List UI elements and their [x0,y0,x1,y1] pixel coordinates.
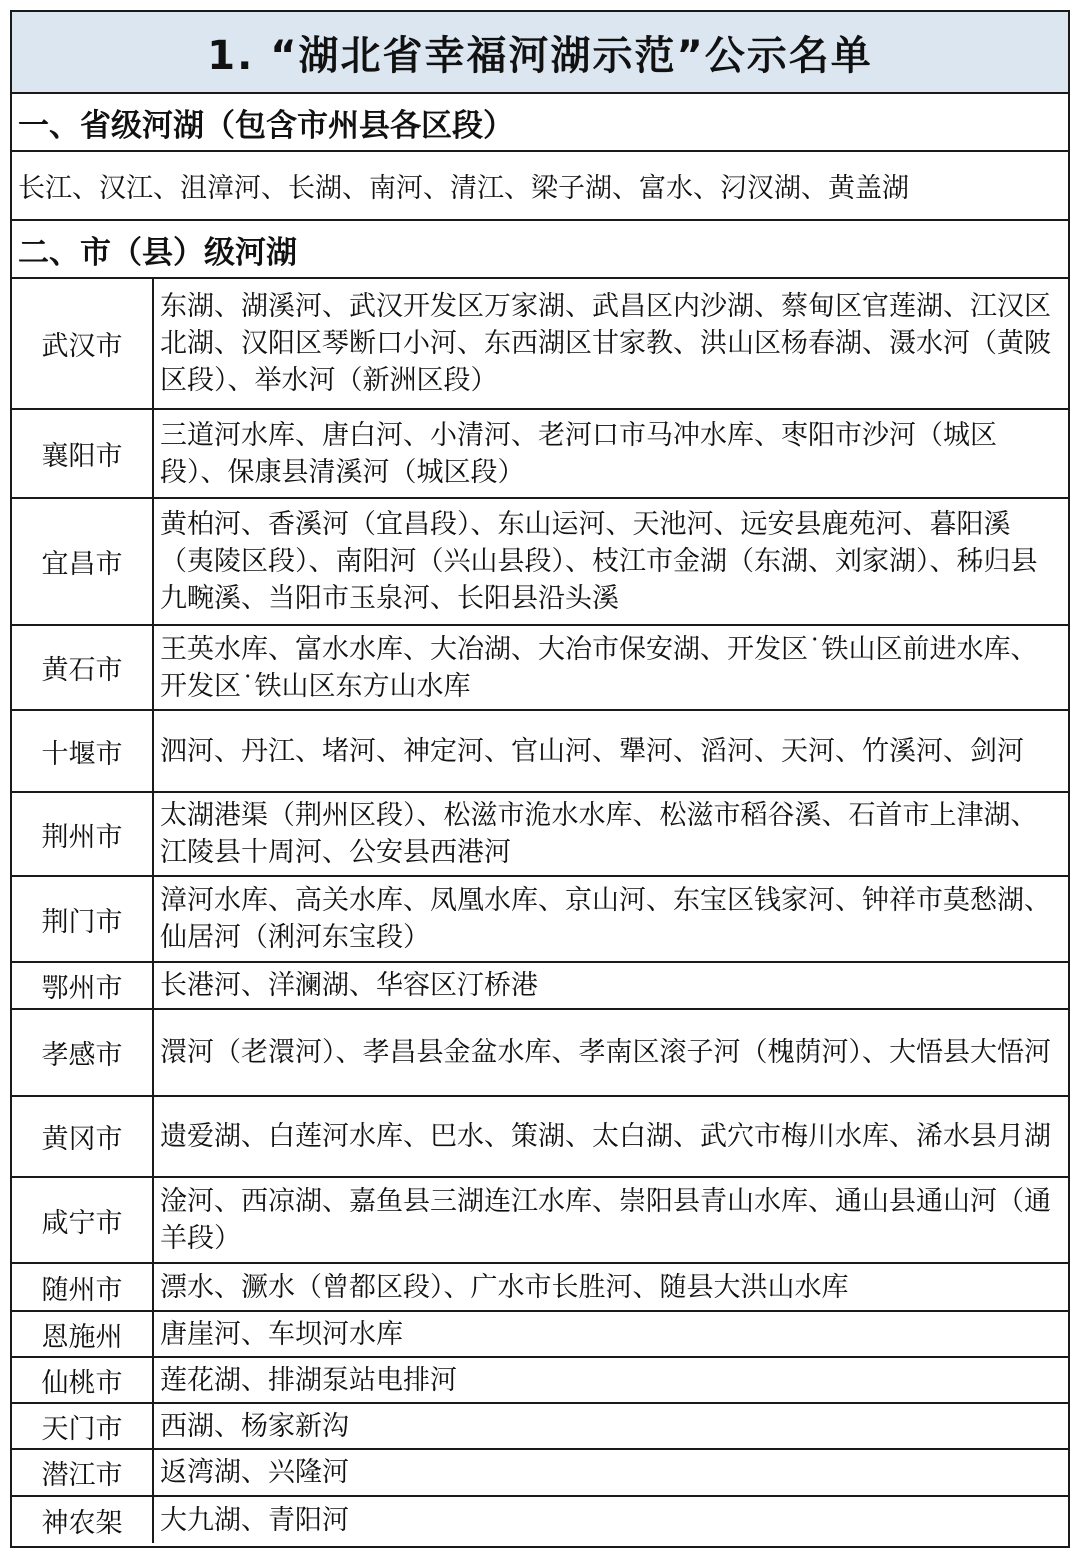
table-row [12,1497,1068,1543]
page-title: 1. “湖北省幸福河湖示范”公示名单 [12,12,1068,94]
city-name: 神农架 [12,1497,154,1543]
city-name: 咸宁市 [12,1178,154,1262]
city-name: 十堰市 [12,711,154,791]
provincial-rivers-list: 长江、汉江、沮漳河、长湖、南河、清江、梁子湖、富水、汈汊湖、黄盖湖 [12,152,1068,221]
city-name: 荆门市 [12,877,154,961]
table-row [12,1178,1068,1264]
table-row [12,1264,1068,1312]
city-name: 武汉市 [12,279,154,408]
city-rivers: 三道河水库、唐白河、小清河、老河口市马冲水库、枣阳市沙河（城区段）、保康县清溪河（城区段） [160,419,997,488]
city-name: 天门市 [12,1404,154,1448]
city-name: 鄂州市 [12,963,154,1008]
table-row [12,626,1068,711]
publicity-list-table [10,10,1070,1548]
city-rivers: 大九湖、青阳河 [160,1504,349,1536]
city-rivers: 长港河、洋澜湖、华容区汀桥港 [160,970,538,1001]
city-name: 宜昌市 [12,499,154,624]
city-name: 荆州市 [12,793,154,875]
table-row [12,1404,1068,1450]
table-row [12,711,1068,793]
table-row [12,279,1068,410]
city-rivers: 黄柏河、香溪河（宜昌段）、东山运河、天池河、远安县鹿苑河、暮阳溪（夷陵区段）、南阳河（兴山县段）、枝江市金湖（东湖、刘家湖）、秭归县九畹溪、当阳市玉泉河、长阳县沿头溪 [160,509,1038,614]
section-city-heading: 二、市（县）级河湖 [12,221,1068,279]
section-provincial-heading: 一、省级河湖（包含市州县各区段） [12,94,1068,152]
city-rivers: 返湾湖、兴隆河 [160,1457,349,1488]
city-name: 黄冈市 [12,1097,154,1176]
city-rivers: 唐崖河、车坝河水库 [160,1318,403,1350]
table-row [12,410,1068,499]
city-rivers: 淦河、西凉湖、嘉鱼县三湖连江水库、崇阳县青山水库、通山县通山河（通羊段） [160,1186,1051,1254]
city-rivers: 王英水库、富水水库、大冶湖、大冶市保安湖、开发区˙铁山区前进水库、开发区˙铁山区东方山水库 [160,633,1038,702]
city-name: 襄阳市 [12,410,154,497]
city-name: 仙桃市 [12,1358,154,1402]
city-rivers: 西湖、杨家新沟 [160,1410,349,1442]
city-rivers: 莲花湖、排湖泵站电排河 [160,1364,457,1396]
city-name: 黄石市 [12,626,154,709]
table-row [12,793,1068,877]
city-rivers: 太湖港渠（荆州区段）、松滋市洈水水库、松滋市稻谷溪、石首市上津湖、江陵县十周河、公安县西港河 [160,800,1038,868]
city-name: 孝感市 [12,1010,154,1095]
city-name: 随州市 [12,1264,154,1310]
table-row [12,1312,1068,1358]
table-row [12,1358,1068,1404]
table-row [12,877,1068,963]
city-rivers: 遗爱湖、白莲河水库、巴水、策湖、太白湖、武穴市梅川水库、浠水县月湖 [160,1121,1051,1152]
city-rivers: 漂水、㵐水（曾都区段）、广水市长胜河、随县大洪山水库 [160,1271,849,1303]
city-rivers: 泗河、丹江、堵河、神定河、官山河、犟河、滔河、天河、竹溪河、剑河 [160,735,1024,767]
city-name: 潜江市 [12,1450,154,1495]
city-rivers: 澴河（老澴河）、孝昌县金盆水库、孝南区滚子河（槐荫河）、大悟县大悟河 [160,1037,1051,1068]
table-row [12,1450,1068,1497]
city-rivers: 东湖、湖溪河、武汉开发区万家湖、武昌区内沙湖、蔡甸区官莲湖、江汉区北湖、汉阳区琴断口小河、东西湖区甘家教、洪山区杨春湖、滠水河（黄陂区段）、举水河（新洲区段） [160,291,1051,396]
table-row [12,963,1068,1010]
table-row [12,1010,1068,1097]
table-row [12,499,1068,626]
city-rivers: 漳河水库、高关水库、凤凰水库、京山河、东宝区钱家河、钟祥市莫愁湖、仙居河（浰河东宝段） [160,885,1051,953]
city-name: 恩施州 [12,1312,154,1356]
table-row [12,1097,1068,1178]
